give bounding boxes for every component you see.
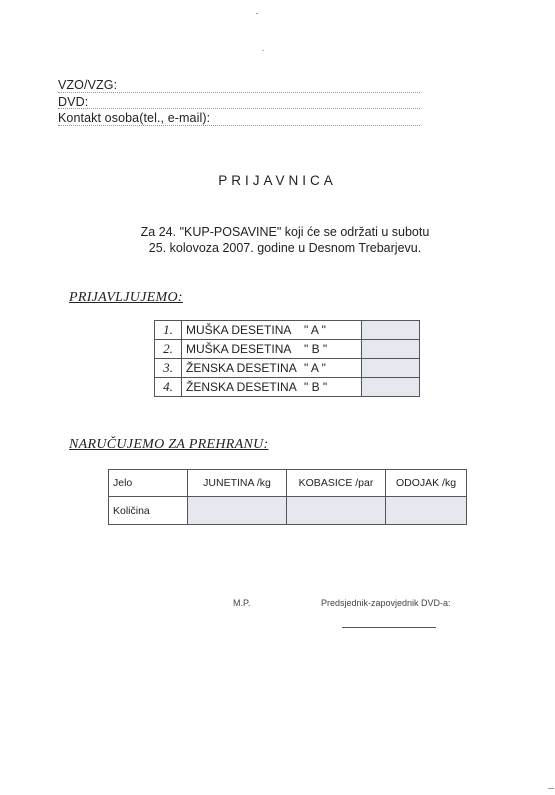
team-name: ŽENSKA DESETINA [186,380,297,394]
row-number: 3. [155,359,182,378]
signature-line[interactable] [342,627,436,628]
contact-field-line[interactable] [58,125,420,126]
stamp-placeholder: M.P. [233,598,251,608]
registration-checkbox[interactable] [362,359,420,378]
column-header: JUNETINA /kg [188,470,287,497]
team-group: " B " [304,342,328,356]
table-row [155,340,420,359]
team-name: ŽENSKA DESETINA [186,361,297,375]
team-name: MUŠKA DESETINA [186,342,292,356]
quantity-input-kobasice[interactable] [287,497,386,525]
table-row [109,497,467,525]
vzo-field-label: VZO/VZG: [58,78,118,92]
table-row [155,321,420,340]
row-number: 4. [155,378,182,397]
team-cell [182,359,362,378]
table-row [155,378,420,397]
registration-heading: PRIJAVLJUJEMO: [69,290,183,305]
intro-line-2: 25. kolovoza 2007. godine u Desnom Trebarjevu. [148,241,422,255]
scan-speck [262,50,264,51]
team-cell [182,321,362,340]
registration-checkbox[interactable] [362,378,420,397]
row-number: 1. [155,321,182,340]
column-header: KOBASICE /par [287,470,386,497]
dvd-field-line[interactable] [58,108,420,109]
table-row [155,359,420,378]
intro-line-1: Za 24. "KUP-POSAVINE" koji će se održati u subotu [140,225,430,239]
registration-table [154,320,420,397]
registration-checkbox[interactable] [362,340,420,359]
table-row [109,470,467,497]
vzo-field-line[interactable] [58,92,420,93]
page-title: PRIJAVNICA [218,173,337,188]
column-header: ODOJAK /kg [386,470,467,497]
scan-speck [256,13,258,14]
food-order-table [108,469,467,525]
team-cell [182,340,362,359]
quantity-input-junetina[interactable] [188,497,287,525]
dvd-field-label: DVD: [58,95,89,109]
registration-checkbox[interactable] [362,321,420,340]
team-name: MUŠKA DESETINA [186,323,292,337]
team-group: " A " [304,361,326,375]
quantity-input-odojak[interactable] [386,497,467,525]
quantity-label: Količina [109,497,188,525]
food-order-heading: NARUČUJEMO ZA PREHRANU: [69,437,269,452]
food-label: Jelo [109,470,188,497]
contact-field-label: Kontakt osoba(tel., e-mail): [58,111,211,125]
signature-label: Predsjednik-zapovjednik DVD-a: [321,598,451,608]
scan-speck [548,788,554,789]
team-cell [182,378,362,397]
team-group: " B " [304,380,328,394]
team-group: " A " [304,323,326,337]
row-number: 2. [155,340,182,359]
